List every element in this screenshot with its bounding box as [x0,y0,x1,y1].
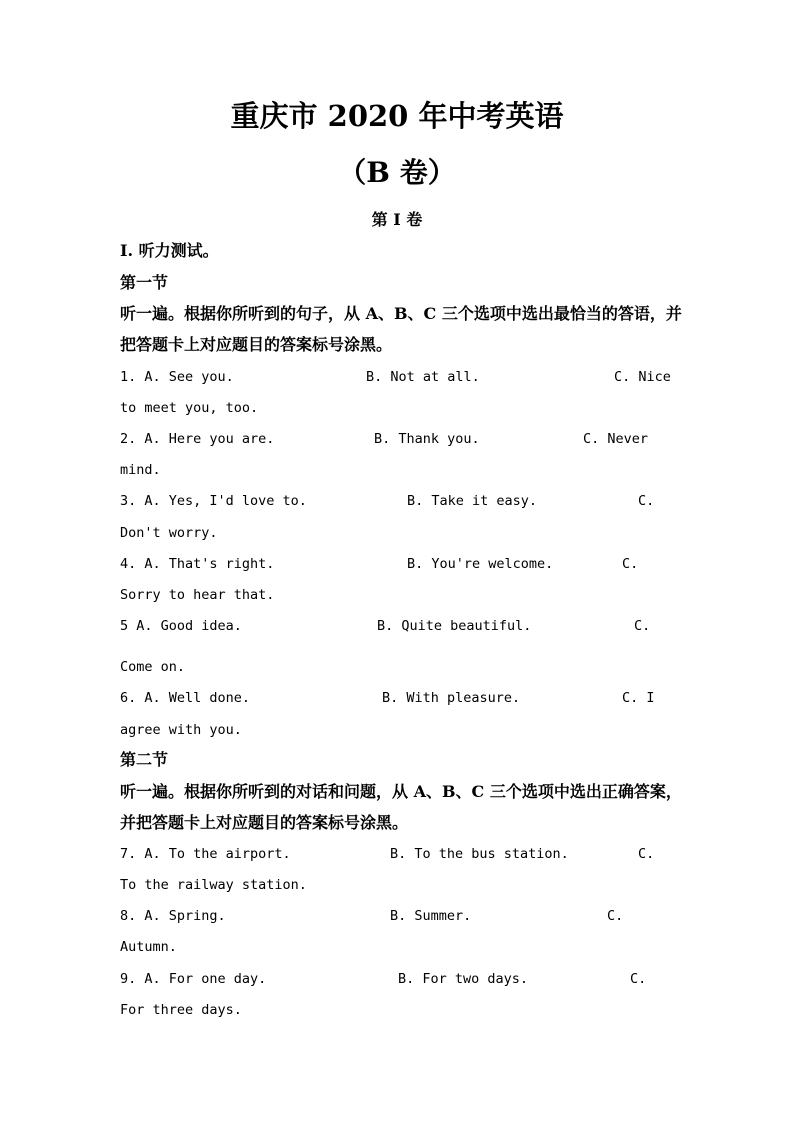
question-1-option-a: 1. A. See you. [120,369,234,385]
question-2-option-c-cont: mind. [120,462,161,478]
question-3-option-c: C. [638,493,655,509]
question-3-option-c-cont: Don't worry. [120,525,218,541]
question-1-option-c: C. Nice [614,369,671,385]
question-2-option-b: B. Thank you. [374,431,480,447]
question-9-option-b: B. For two days. [398,971,529,987]
question-5-option-a: 5 A. Good idea. [120,618,242,634]
question-7-option-a: 7. A. To the airport. [120,846,291,862]
question-3-option-a: 3. A. Yes, I'd love to. [120,493,307,509]
question-3-option-b: B. Take it easy. [407,493,538,509]
question-7-option-c-cont: To the railway station. [120,877,307,893]
question-1-option-b: B. Not at all. [366,369,480,385]
question-2-option-a: 2. A. Here you are. [120,431,275,447]
part2-instruction-cont: 并把答题卡上对应题目的答案标号涂黑。 [120,813,409,832]
question-7-option-b: B. To the bus station. [390,846,569,862]
question-5-option-b: B. Quite beautiful. [377,618,532,634]
part1-instruction-cont: 把答题卡上对应题目的答案标号涂黑。 [120,335,393,354]
volume-label: 第 I 卷 [371,210,423,229]
question-9-option-c-cont: For three days. [120,1002,242,1018]
question-6-option-c: C. I [622,690,655,706]
part1-label: 第一节 [120,273,169,292]
question-4-option-b: B. You're welcome. [407,556,554,572]
question-6-option-c-cont: agree with you. [120,722,242,738]
page-subtitle: （B 卷） [338,156,456,189]
part1-instruction: 听一遍。根据你所听到的句子，从 A、B、C 三个选项中选出最恰当的答语，并 [120,304,682,323]
question-8-option-b: B. Summer. [390,908,472,924]
page-title: 重庆市 2020 年中考英语 [230,99,564,133]
question-2-option-c: C. Never [583,431,649,447]
question-4-option-c-cont: Sorry to hear that. [120,587,275,603]
question-6-option-a: 6. A. Well done. [120,690,251,706]
question-1-option-c-cont: to meet you, too. [120,400,259,416]
question-9-option-c: C. [630,971,647,987]
question-4-option-c: C. [622,556,639,572]
question-8-option-c-cont: Autumn. [120,939,177,955]
part2-label: 第二节 [120,750,169,769]
question-6-option-b: B. With pleasure. [382,690,521,706]
question-9-option-a: 9. A. For one day. [120,971,267,987]
question-7-option-c: C. [638,846,655,862]
question-5-option-c-cont: Come on. [120,659,186,675]
part2-instruction: 听一遍。根据你所听到的对话和问题，从 A、B、C 三个选项中选出正确答案， [120,782,682,801]
question-8-option-a: 8. A. Spring. [120,908,226,924]
question-4-option-a: 4. A. That's right. [120,556,275,572]
section-heading: I. 听力测试。 [120,241,219,260]
question-8-option-c: C. [607,908,624,924]
question-5-option-c: C. [634,618,651,634]
